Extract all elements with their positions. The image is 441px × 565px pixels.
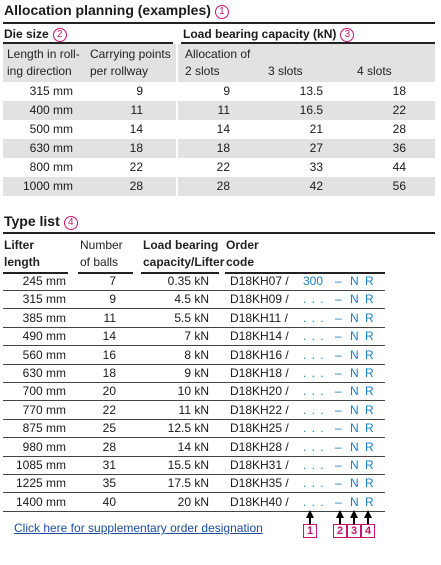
table-cell: 630 mm [22,366,66,380]
table-cell: 25 [102,421,116,436]
allocation-title [4,2,229,19]
order-code-suffix-dash: – [335,421,342,436]
table-row [3,347,385,365]
order-code-suffix-n: N [350,458,359,472]
table-cell: 0.35 kN [167,274,209,288]
table-cell: 22 [392,103,406,117]
order-code-suffix-r: R [365,421,374,436]
table-cell: D18KH16 / [230,347,289,362]
order-code-suffix-r: R [365,476,374,491]
table-cell: 11 [103,310,116,325]
order-code-option: . . . [303,347,325,362]
arrow-stem [353,517,355,524]
type-list-title [4,213,78,230]
table-cell: 22 [102,402,116,417]
table-cell: 14 [129,122,143,136]
table-row [3,402,385,420]
table-cell: 9 [136,84,143,98]
order-code-suffix-r: R [365,366,374,380]
table-cell: 9 kN [184,366,209,380]
order-code-suffix-dash: – [335,494,342,509]
table-cell: 10 kN [177,384,209,399]
order-code-suffix-n: N [350,292,359,307]
table-cell: 21 [309,122,323,136]
table-cell: 28 [392,122,406,136]
table-cell: D18KH28 / [230,439,289,454]
order-code-suffix-r: R [365,439,374,454]
table-cell: 18 [102,366,116,380]
table-cell: 800 mm [29,160,73,174]
table-row [3,82,435,101]
table-cell: 35 [102,476,116,491]
allocation-title-text: Allocation planning (examples) [4,2,211,18]
order-code-suffix-n: N [350,421,359,436]
order-code-option: . . . [303,458,325,472]
order-code-suffix-n: N [350,274,359,288]
order-code-option: . . . [303,292,325,307]
table-cell: 18 [392,84,406,98]
order-code-suffix-n: N [350,494,359,509]
table-cell: 40 [102,494,116,509]
table-row [3,139,435,158]
table-cell: 385 mm [22,310,66,325]
table-cell: 56 [392,179,406,193]
table-cell: D18KH07 / [230,274,289,288]
table-cell: 20 [102,384,116,399]
order-code-suffix-dash: – [335,329,342,344]
die-size-title [4,27,67,42]
table-row [3,273,385,291]
table-cell: 14 [216,122,230,136]
table-row [3,494,385,512]
type-list-text: Type list [4,213,60,229]
table-row [3,177,435,196]
order-code-suffix-r: R [365,292,374,307]
table-row [3,457,385,475]
header-length: Length in roll- ing direction [7,47,80,78]
order-code-option: . . . [303,439,325,454]
order-code-suffix-n: N [350,384,359,399]
divider [3,22,435,24]
order-code-suffix-dash: – [335,476,342,491]
order-code-suffix-r: R [365,402,374,417]
order-code-suffix-n: N [350,366,359,380]
table-cell: 500 mm [29,122,73,136]
order-code-option: . . . [303,476,325,491]
table-cell: 700 mm [22,384,66,399]
table-cell: 1085 mm [15,458,66,472]
table-cell: D18KH11 / [230,310,288,325]
order-code-option: . . . [303,366,325,380]
order-code-suffix-n: N [350,329,359,344]
header-4-slots: 4 slots [357,64,392,78]
table-cell: 14 kN [177,439,209,454]
table-cell: 5.5 kN [174,310,209,325]
position-marker-3: 3 [347,524,361,538]
order-code-suffix-dash: – [335,439,342,454]
table-cell: 1225 mm [15,476,66,491]
table-cell: 8 kN [184,347,209,362]
order-code-suffix-dash: – [335,347,342,362]
table-cell: D18KH20 / [230,384,289,399]
order-code-option: 300 [303,274,324,288]
table-cell: D18KH35 / [230,476,289,491]
table-row [3,475,385,493]
table-cell: 16 [102,347,116,362]
table-cell: 31 [102,458,116,472]
header-alloc-2: Allocation of 2 slots [185,47,251,78]
table-cell: 770 mm [22,402,66,417]
divider [3,232,435,234]
order-code-suffix-r: R [365,458,374,472]
order-code-option: . . . [303,402,325,417]
table-cell: 18 [216,141,230,155]
table-row [3,101,435,120]
table-cell: 490 mm [22,329,66,344]
table-cell: 875 mm [22,421,66,436]
table-cell: D18KH18 / [230,366,289,380]
order-code-option: . . . [303,329,325,344]
table-row [3,291,385,309]
order-code-suffix-dash: – [335,310,342,325]
table-row [3,420,385,438]
order-code-option: . . . [303,494,325,509]
table-cell: 15.5 kN [167,458,209,472]
order-code-suffix-n: N [350,310,359,325]
header-balls: Number of balls [80,238,123,269]
table-cell: 14 [102,329,116,344]
table-row [3,158,435,177]
order-code-option: . . . [303,310,325,325]
table-cell: D18KH31 / [230,458,289,472]
table-cell: 11 [217,103,230,117]
marker-2-icon: 2 [53,28,67,42]
order-code-suffix-dash: – [335,274,342,288]
table-row [3,120,435,139]
position-marker-2: 2 [333,524,347,538]
table-cell: 630 mm [29,141,73,155]
order-code-suffix-dash: – [335,402,342,417]
table-cell: D18KH25 / [230,421,289,436]
header-3-slots: 3 slots [268,64,303,78]
table-cell: 4.5 kN [174,292,209,307]
table-cell: 33 [309,160,323,174]
table-cell: D18KH14 / [230,329,289,344]
arrow-stem [367,517,369,524]
table-cell: 9 [223,84,230,98]
order-code-suffix-n: N [350,476,359,491]
table-cell: 13.5 [299,84,323,98]
order-code-suffix-r: R [365,347,374,362]
order-code-suffix-r: R [365,310,374,325]
order-code-suffix-n: N [350,402,359,417]
table-cell: D18KH09 / [230,292,289,307]
load-capacity-text: Load bearing capacity (kN) [183,27,337,41]
order-code-option: . . . [303,421,325,436]
table-row [3,439,385,457]
table-cell: 11 kN [178,402,209,417]
order-code-suffix-n: N [350,439,359,454]
table-cell: D18KH22 / [230,402,289,417]
table-cell: 27 [309,141,323,155]
header-load: Load bearing capacity/Lifter [143,238,225,269]
table-row [3,383,385,401]
table-cell: 7 kN [184,329,209,344]
table-cell: 17.5 kN [167,476,209,491]
table-cell: 1000 mm [22,179,73,193]
order-code-suffix-r: R [365,494,374,509]
table-row [3,365,385,383]
order-code-suffix-dash: – [335,366,342,380]
header-carrying: Carrying points per rollway [90,47,171,78]
table-cell: 560 mm [22,347,66,362]
position-marker-1: 1 [303,524,317,538]
header-order: Order code [226,238,259,269]
table-row [3,310,385,328]
table-cell: 28 [102,439,116,454]
table-cell: 18 [129,141,143,155]
supplementary-order-link[interactable]: Click here for supplementary order designation [14,521,263,535]
table-cell: 22 [129,160,143,174]
order-code-suffix-r: R [365,384,374,399]
order-code-suffix-n: N [350,347,359,362]
order-code-suffix-dash: – [335,384,342,399]
arrow-stem [339,517,341,524]
table-cell: 11 [130,103,143,117]
table-cell: 44 [392,160,406,174]
order-code-suffix-dash: – [335,458,342,472]
table-cell: 980 mm [22,439,66,454]
table-cell: 36 [392,141,406,155]
position-marker-4: 4 [361,524,375,538]
table-cell: 400 mm [29,103,73,117]
table-cell: 9 [109,292,116,307]
order-code-option: . . . [303,384,325,399]
marker-4-icon: 4 [64,216,78,230]
table-cell: 20 kN [177,494,209,509]
table-cell: 315 mm [22,292,66,307]
order-code-suffix-r: R [365,274,374,288]
table-cell: D18KH40 / [230,494,289,509]
table-cell: 315 mm [29,84,73,98]
order-code-suffix-r: R [365,329,374,344]
marker-1-icon: 1 [215,5,229,19]
marker-3-icon: 3 [340,28,354,42]
table-cell: 1400 mm [15,494,66,509]
order-code-suffix-dash: – [335,292,342,307]
table-cell: 28 [129,179,143,193]
header-lifter: Lifter length [4,238,40,269]
table-cell: 28 [216,179,230,193]
arrow-stem [309,517,311,524]
table-row [3,328,385,346]
load-capacity-title [183,27,354,42]
table-cell: 7 [109,274,116,288]
die-size-text: Die size [4,27,49,41]
table-cell: 245 mm [22,274,66,288]
table-cell: 22 [216,160,230,174]
table-cell: 42 [309,179,323,193]
table-cell: 12.5 kN [167,421,209,436]
table-cell: 16.5 [299,103,323,117]
column-separator [176,44,178,196]
